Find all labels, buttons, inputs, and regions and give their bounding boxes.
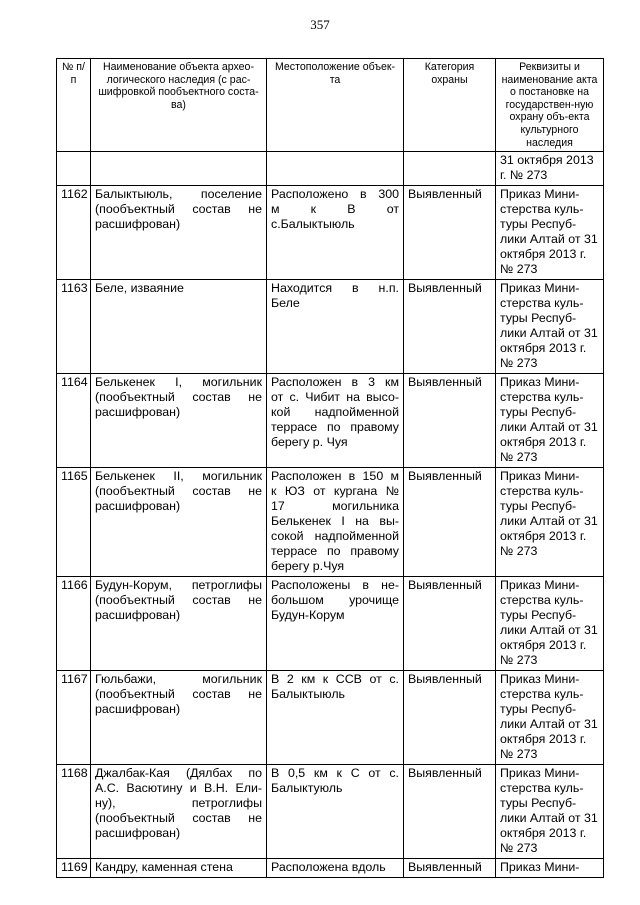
- cell-category: Выявленный: [404, 280, 496, 374]
- location-line: сокой надпойменной: [271, 529, 399, 544]
- header-protection-category: Категория охраны: [404, 59, 496, 152]
- header-num: № п/п: [57, 59, 91, 152]
- location-line: берегу р. Чуя: [271, 435, 348, 450]
- cell-act: Приказ Мини-стерства куль-туры Респуб-лики Алтай от 31 октября 2013 г. № 273: [496, 765, 604, 859]
- location-line: 17 могильника: [271, 499, 399, 514]
- table-row: [57, 859, 604, 878]
- cell-num: 1164: [57, 374, 91, 468]
- cell-location: [267, 859, 404, 878]
- header-location: Местоположение объек-та: [267, 59, 404, 152]
- location-line: большом урочище: [271, 593, 399, 608]
- cell-name: Белькенек I, могильник (пообъектный состав не расшифрован): [91, 374, 267, 468]
- location-line: м к В от: [271, 202, 399, 217]
- location-line: Беле: [271, 296, 300, 311]
- table-row: [57, 374, 604, 468]
- cell-num: 1165: [57, 468, 91, 577]
- location-line: Расположено в 300: [271, 187, 399, 202]
- cell-category: Выявленный: [404, 577, 496, 671]
- table-row: [57, 671, 604, 765]
- location-line: Балыктуюль: [271, 781, 343, 796]
- cell-location: [267, 577, 404, 671]
- table-row-continuation: [57, 152, 604, 186]
- location-line: Расположен в 3 км: [271, 375, 399, 390]
- cell-act: Приказ Мини-стерства куль-туры Респуб-лики Алтай от 31 октября 2013 г. № 273: [496, 577, 604, 671]
- header-object-name: Наименование объекта архео-логического наследия (с рас-шифровкой пообъектного соста-ва): [91, 59, 267, 152]
- cell-name: Джалбак-Кая (Дялбах по А.С. Васютину и В.Н. Ели-ну), петроглифы (пообъектный состав не расшифрован): [91, 765, 267, 859]
- location-line: к ЮЗ от кургана №: [271, 484, 399, 499]
- location-line: кой надпойменной: [271, 405, 399, 420]
- cell-name: Будун-Корум, петроглифы (пообъектный состав не расшифрован): [91, 577, 267, 671]
- location-line: В 0,5 км к С от с.: [271, 766, 399, 781]
- cell-num: 1168: [57, 765, 91, 859]
- cell-location: [267, 765, 404, 859]
- cell-num: 1166: [57, 577, 91, 671]
- cell-category: Выявленный: [404, 186, 496, 280]
- heritage-register-table: [56, 58, 604, 878]
- location-line: террасе по правому: [271, 420, 399, 435]
- cell-location: [267, 186, 404, 280]
- cell-num: 1167: [57, 671, 91, 765]
- cell-num: 1162: [57, 186, 91, 280]
- table-header-row: [57, 59, 604, 152]
- table-row: [57, 186, 604, 280]
- cell-location: [267, 468, 404, 577]
- location-line: Белькенек I на вы-: [271, 514, 399, 529]
- cell-act: Приказ Мини-: [496, 859, 604, 878]
- cell-act: Приказ Мини-стерства куль-туры Респуб-лики Алтай от 31 октября 2013 г. № 273: [496, 280, 604, 374]
- cell-name: Гюльбажи, могильник (пообъектный состав не расшифрован): [91, 671, 267, 765]
- cell-num: [57, 152, 91, 186]
- location-line: от с. Чибит на высо-: [271, 390, 399, 405]
- location-line: террасе по правому: [271, 544, 399, 559]
- cell-num: 1163: [57, 280, 91, 374]
- cell-location: [267, 374, 404, 468]
- location-line: Расположены в не-: [271, 578, 399, 593]
- cell-act: Приказ Мини-стерства куль-туры Респуб-лики Алтай от 31 октября 2013 г. № 273: [496, 186, 604, 280]
- page-number: 357: [310, 17, 330, 32]
- table-row: [57, 765, 604, 859]
- location-line: Расположена вдоль: [271, 860, 386, 875]
- cell-act: 31 октября 2013 г. № 273: [496, 152, 604, 186]
- header-act-details: Реквизиты и наименование акта о постановке на государствен-ную охрану объ-екта культурного наследия: [496, 59, 604, 152]
- cell-name: Кандру, каменная стена: [91, 859, 267, 878]
- location-line: Будун-Корум: [271, 608, 345, 623]
- table-row: [57, 468, 604, 577]
- cell-location: [267, 280, 404, 374]
- cell-category: Выявленный: [404, 671, 496, 765]
- cell-category: Выявленный: [404, 374, 496, 468]
- location-line: с.Балыктыюль: [271, 217, 355, 232]
- cell-category: Выявленный: [404, 859, 496, 878]
- cell-category: Выявленный: [404, 765, 496, 859]
- cell-act: Приказ Мини-стерства куль-туры Респуб-лики Алтай от 31 октября 2013 г. № 273: [496, 468, 604, 577]
- cell-num: 1169: [57, 859, 91, 878]
- location-line: Расположен в 150 м: [271, 469, 399, 484]
- cell-category: Выявленный: [404, 468, 496, 577]
- cell-name: [91, 152, 267, 186]
- cell-name: Балыктыюль, поселение (пообъектный состав не расшифрован): [91, 186, 267, 280]
- table-row: [57, 280, 604, 374]
- table-row: [57, 577, 604, 671]
- cell-category: [404, 152, 496, 186]
- cell-act: Приказ Мини-стерства куль-туры Респуб-лики Алтай от 31 октября 2013 г. № 273: [496, 671, 604, 765]
- cell-location: [267, 671, 404, 765]
- location-line: Находится в н.п.: [271, 281, 399, 296]
- cell-act: Приказ Мини-стерства куль-туры Респуб-лики Алтай от 31 октября 2013 г. № 273: [496, 374, 604, 468]
- location-line: берегу р.Чуя: [271, 559, 345, 574]
- cell-location: [267, 152, 404, 186]
- location-line: Балыктыюль: [271, 687, 346, 702]
- cell-name: Белькенек II, могильник (пообъектный состав не расшифрован): [91, 468, 267, 577]
- cell-name: Беле, изваяние: [91, 280, 267, 374]
- location-line: В 2 км к ССВ от с.: [271, 672, 399, 687]
